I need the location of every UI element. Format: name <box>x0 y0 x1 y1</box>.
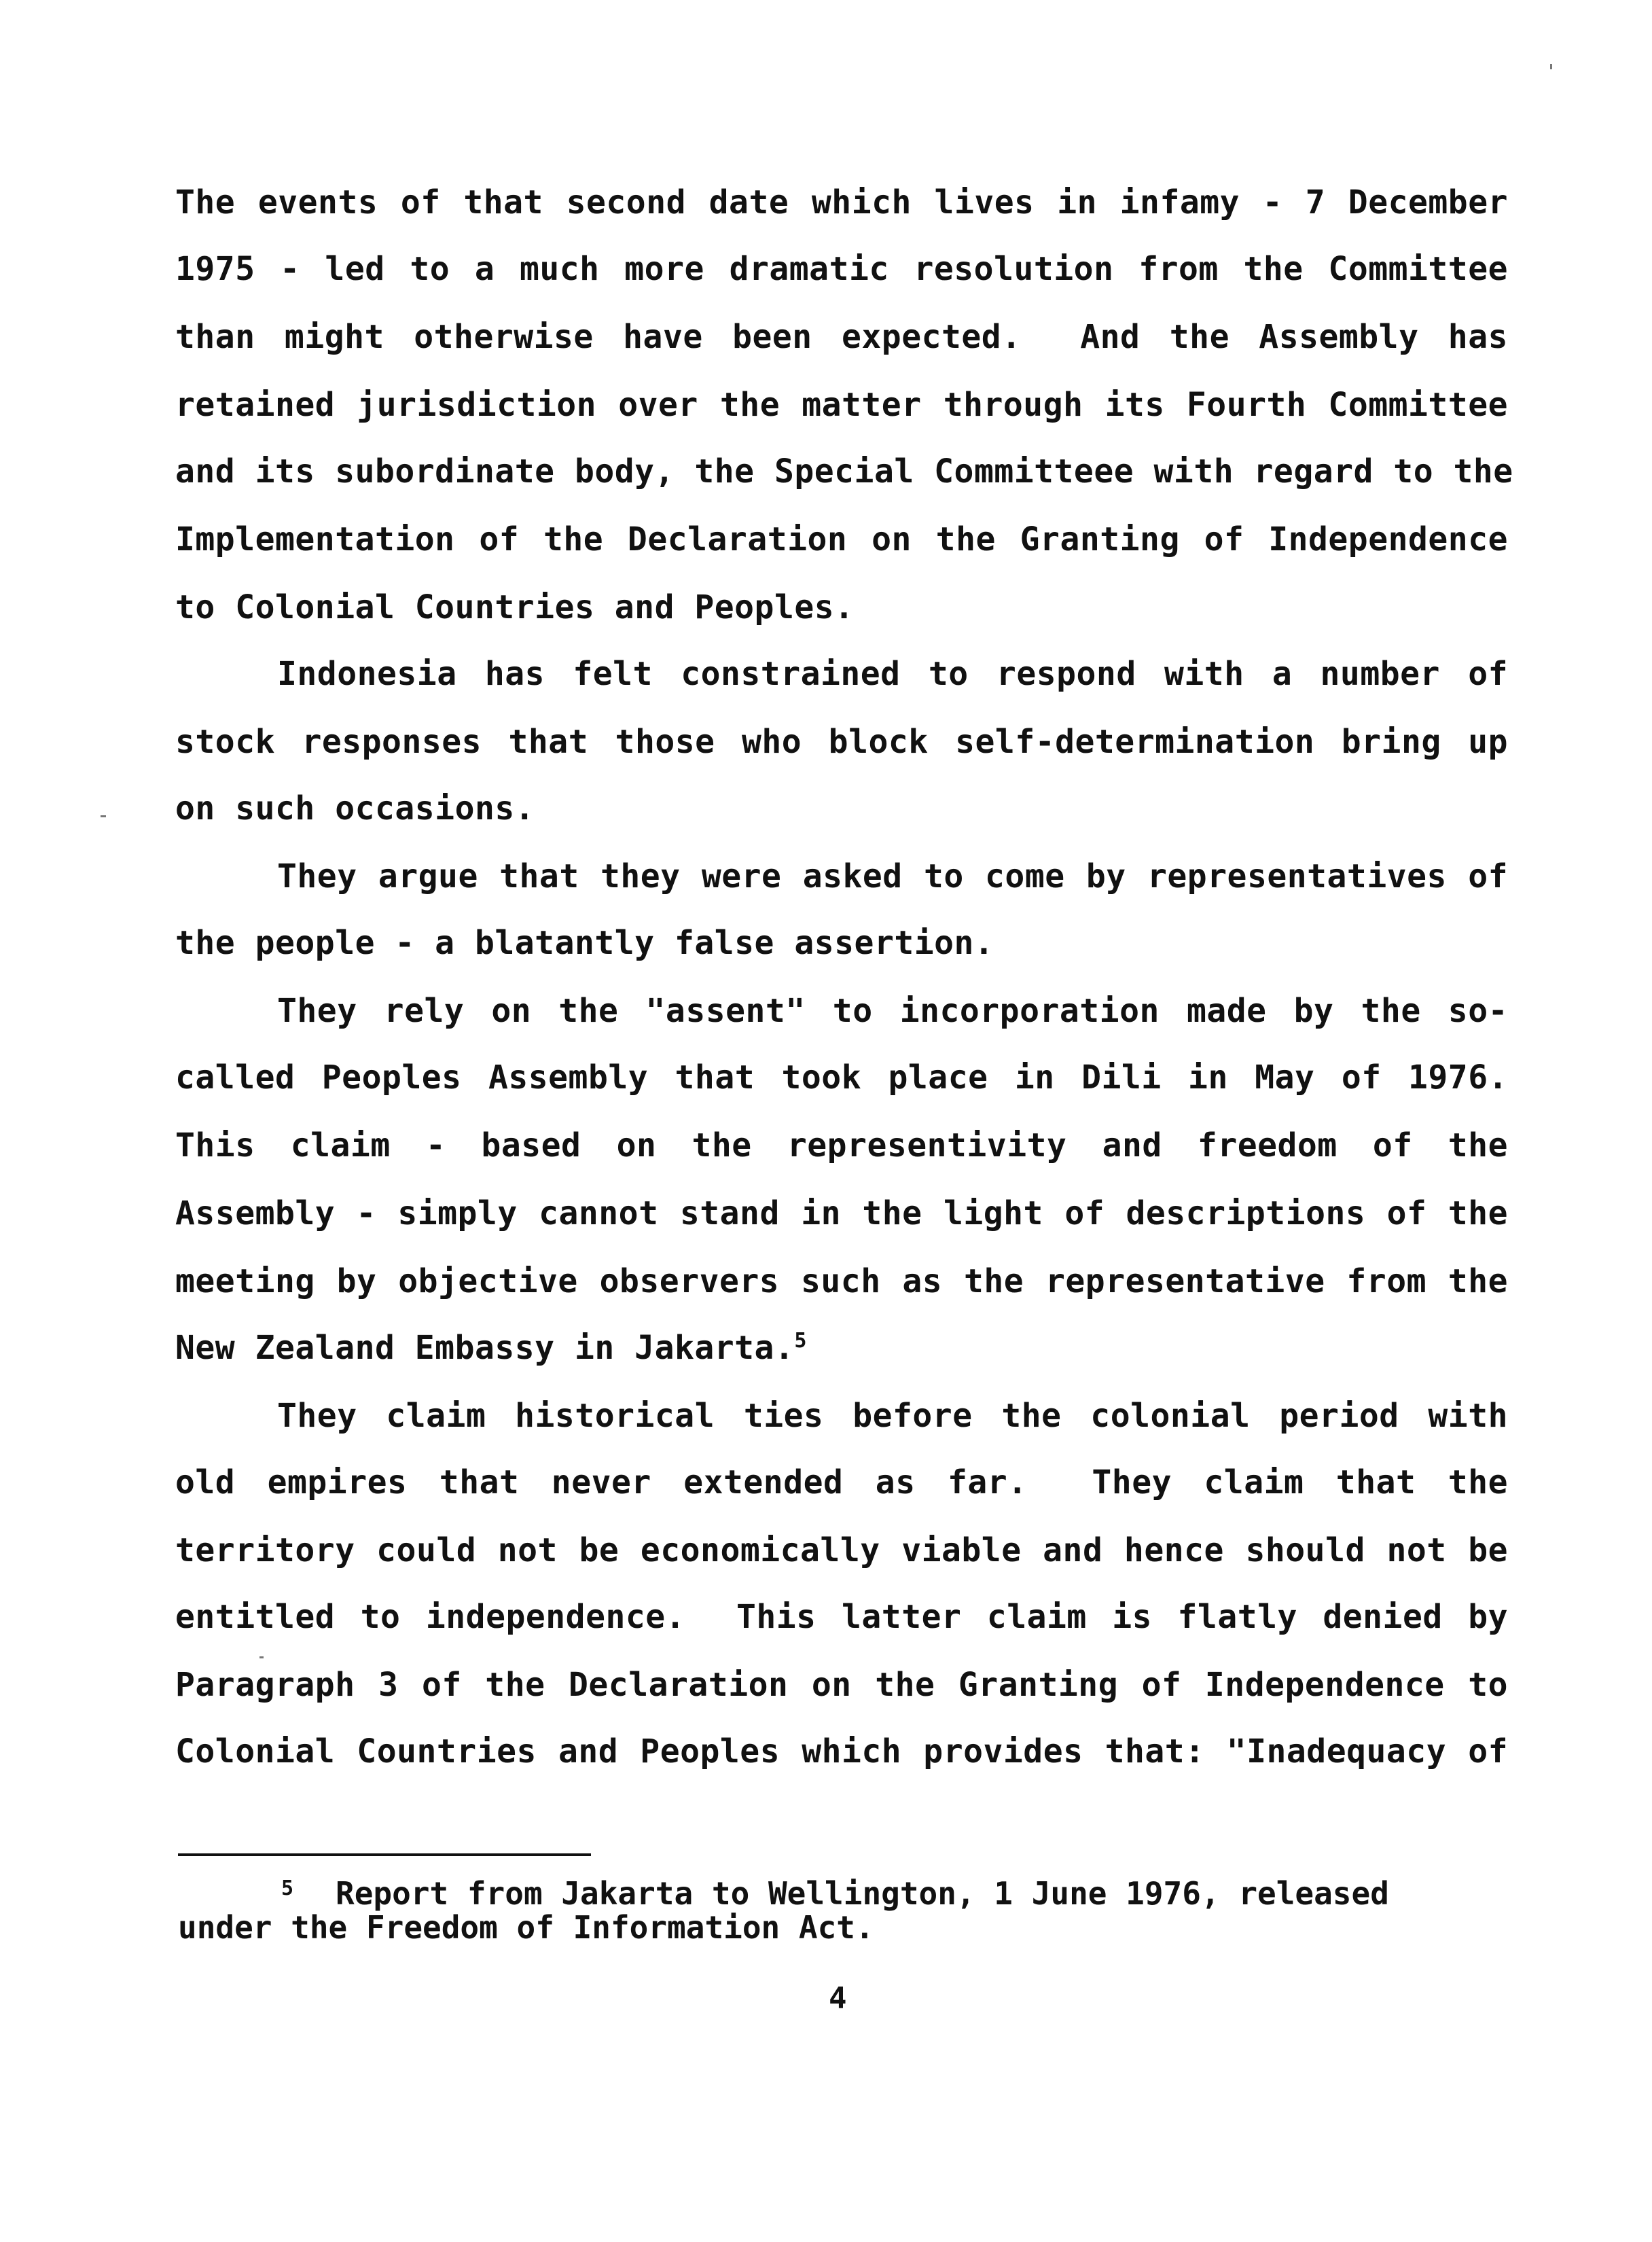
body-line: territory could not be economically viable and hence should not be <box>175 1531 1508 1569</box>
page-number: 4 <box>829 1981 847 2016</box>
body-line: called Peoples Assembly that took place in Dili in May of 1976. <box>175 1058 1508 1097</box>
body-line: meeting by objective observers such as the representative from the <box>175 1262 1508 1300</box>
body-line: retained jurisdiction over the matter through its Fourth Committee <box>175 386 1508 424</box>
body-line: entitled to independence. This latter claim is flatly denied by <box>175 1598 1508 1636</box>
footnote-text: under the Freedom of Information Act. <box>178 1909 874 1946</box>
body-line: 1975 - led to a much more dramatic resolution from the Committee <box>175 250 1508 288</box>
body-line: and its subordinate body, the Special Committeee with regard to the <box>175 452 1513 491</box>
footnote-reference: 5 <box>794 1329 807 1353</box>
body-line-text: New Zealand Embassy in Jakarta. <box>175 1329 795 1367</box>
body-line: Implementation of the Declaration on the Granting of Independence <box>175 520 1508 558</box>
body-line: They argue that they were asked to come by representatives of <box>277 857 1508 895</box>
body-line-with-footnote <box>175 1328 807 1368</box>
body-line: to Colonial Countries and Peoples. <box>175 588 855 626</box>
scan-speck <box>101 815 106 817</box>
scan-speck <box>1550 64 1552 69</box>
body-line: Assembly - simply cannot stand in the light of descriptions of the <box>175 1194 1508 1232</box>
body-line: Indonesia has felt constrained to respond with a number of <box>277 655 1508 693</box>
body-line: This claim - based on the representivity and freedom of the <box>175 1126 1508 1164</box>
scan-speck <box>259 1656 264 1658</box>
body-line: on such occasions. <box>175 789 535 828</box>
footnote-text: Report from Jakarta to Wellington, 1 June 1976, released <box>336 1875 1389 1912</box>
footnote-separator <box>178 1853 591 1856</box>
body-line: old empires that never extended as far. They claim that the <box>175 1463 1508 1501</box>
body-line: They rely on the "assent" to incorporation made by the so- <box>277 992 1508 1030</box>
body-line: Paragraph 3 of the Declaration on the Granting of Independence to <box>175 1666 1508 1704</box>
body-line: the people - a blatantly false assertion. <box>175 924 994 962</box>
body-line: stock responses that those who block self-determination bring up <box>175 723 1508 761</box>
body-line: Colonial Countries and Peoples which provides that: "Inadequacy of <box>175 1732 1508 1771</box>
footnote-number: 5 <box>281 1876 294 1900</box>
body-line: than might otherwise have been expected. And the Assembly has <box>175 318 1508 356</box>
body-line: They claim historical ties before the colonial period with <box>277 1397 1508 1435</box>
body-line: The events of that second date which lives in infamy - 7 December <box>175 183 1508 221</box>
